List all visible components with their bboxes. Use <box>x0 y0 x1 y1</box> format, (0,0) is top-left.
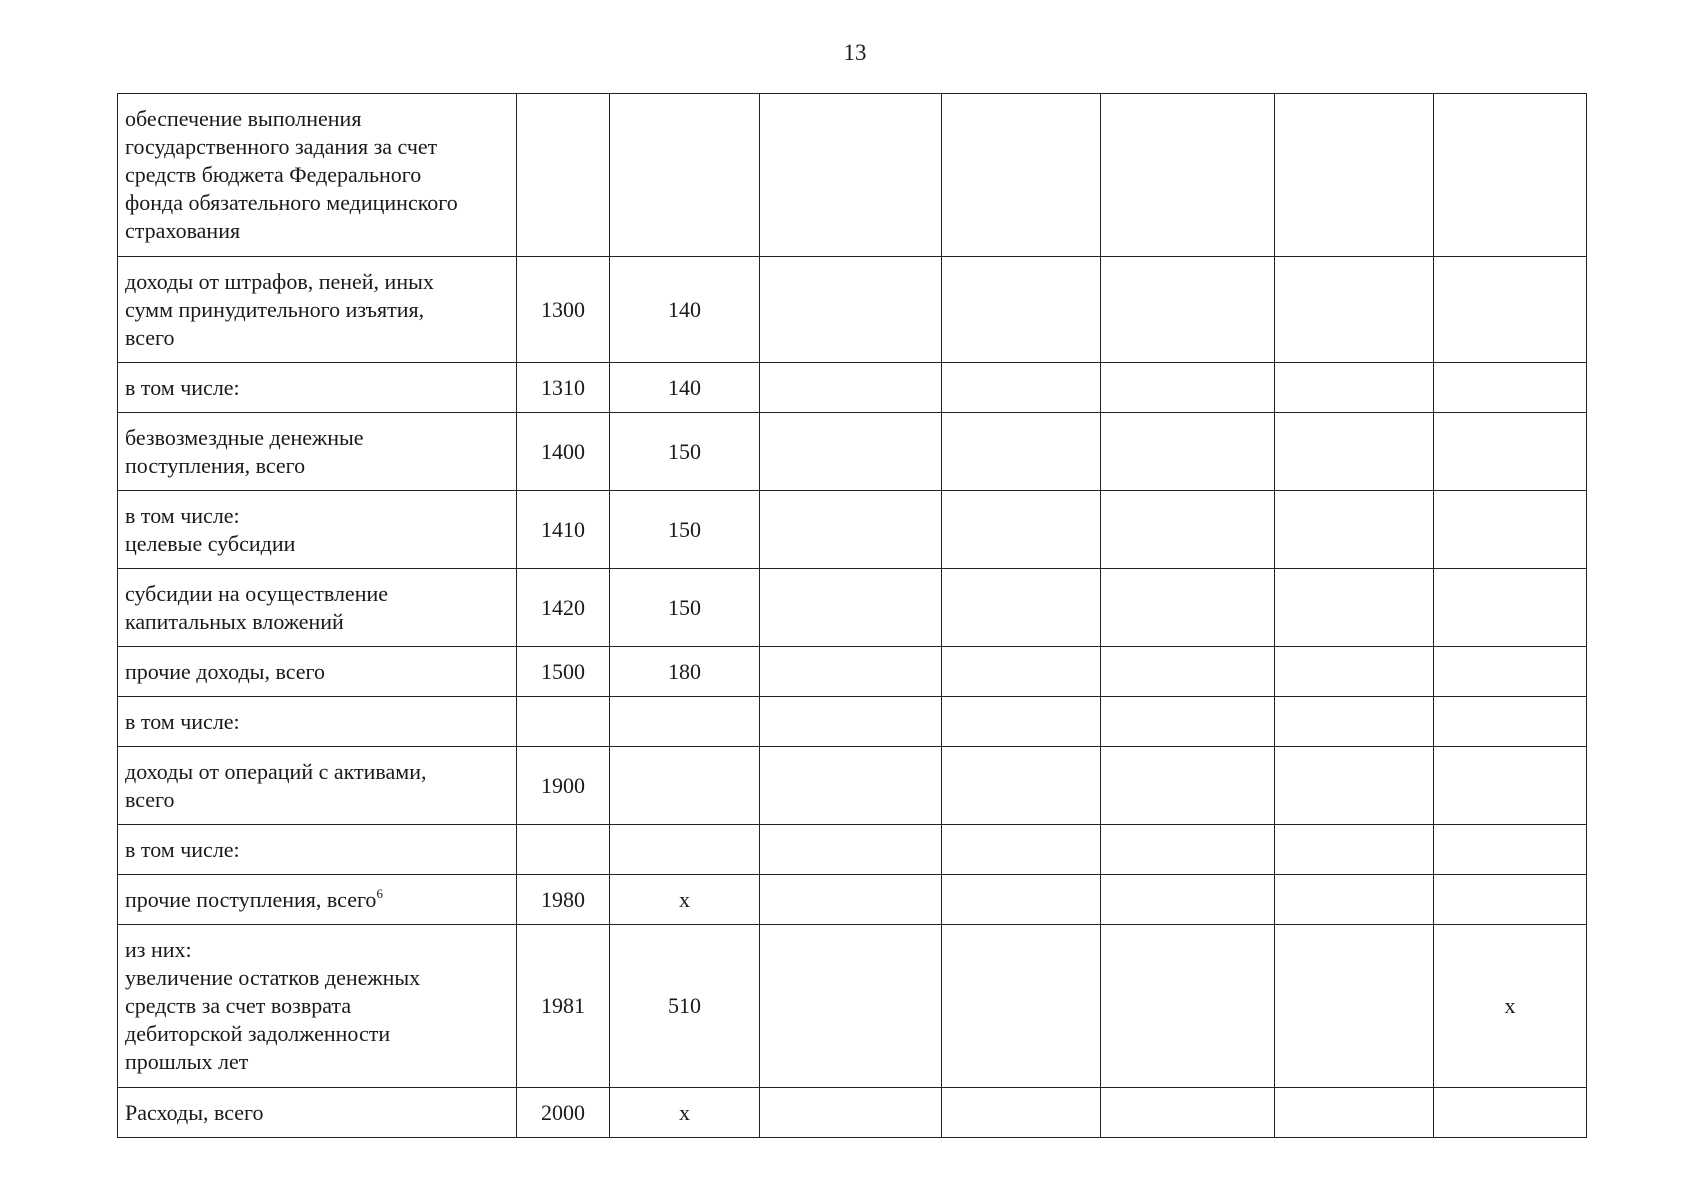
cell-c4 <box>760 697 942 747</box>
row-name-line: фонда обязательного медицинского <box>125 190 458 215</box>
cell-code: 1410 <box>517 491 610 569</box>
cell-c8 <box>1434 363 1587 413</box>
cell-c7 <box>1275 363 1434 413</box>
row-name-cell <box>118 363 517 413</box>
row-name-cell <box>118 94 517 257</box>
cell-c7 <box>1275 647 1434 697</box>
table-row <box>118 1088 1587 1138</box>
cell-c7 <box>1275 94 1434 257</box>
row-name-line: в том числе: <box>125 708 240 734</box>
cell-kbk <box>610 747 760 825</box>
row-name-line: из них: <box>125 937 192 962</box>
cell-c4 <box>760 363 942 413</box>
cell-c4 <box>760 413 942 491</box>
cell-c7 <box>1275 875 1434 925</box>
cell-c8 <box>1434 94 1587 257</box>
cell-kbk: 150 <box>610 569 760 647</box>
cell-code: 1310 <box>517 363 610 413</box>
table-row <box>118 569 1587 647</box>
row-name-line: средств за счет возврата <box>125 993 352 1018</box>
cell-c5 <box>942 363 1101 413</box>
row-name-line: доходы от штрафов, пеней, иных <box>125 268 434 294</box>
cell-c6 <box>1101 697 1275 747</box>
cell-kbk: 140 <box>610 257 760 363</box>
cell-c6 <box>1101 647 1275 697</box>
cell-c8 <box>1434 491 1587 569</box>
table-row <box>118 363 1587 413</box>
cell-c5 <box>942 875 1101 925</box>
cell-kbk: 140 <box>610 363 760 413</box>
cell-c4 <box>760 747 942 825</box>
row-name-cell <box>118 1088 517 1138</box>
table-row <box>118 825 1587 875</box>
cell-code: 1500 <box>517 647 610 697</box>
cell-kbk: 150 <box>610 413 760 491</box>
cell-c7 <box>1275 747 1434 825</box>
cell-c5 <box>942 257 1101 363</box>
row-name-line: субсидии на осуществление <box>125 580 389 606</box>
row-name-line: целевые субсидии <box>125 530 296 556</box>
cell-c8 <box>1434 825 1587 875</box>
row-name-line: капитальных вложений <box>125 608 344 634</box>
cell-c6 <box>1101 747 1275 825</box>
row-name-line: поступления, всего <box>125 452 306 478</box>
cell-code: 1900 <box>517 747 610 825</box>
page-number: 13 <box>843 40 867 65</box>
cell-kbk <box>610 697 760 747</box>
cell-c8 <box>1434 747 1587 825</box>
financial-table <box>117 93 1587 1138</box>
table-row <box>118 94 1587 257</box>
row-name-text: прочие поступления, всего <box>125 886 377 912</box>
table-row <box>118 257 1587 363</box>
cell-c5 <box>942 825 1101 875</box>
row-name-cell <box>118 569 517 647</box>
table-row <box>118 491 1587 569</box>
cell-c8 <box>1434 647 1587 697</box>
cell-code <box>517 94 610 257</box>
cell-kbk <box>610 825 760 875</box>
cell-code: 1400 <box>517 413 610 491</box>
row-name-line: безвозмездные денежные <box>125 424 364 450</box>
row-name-cell <box>118 697 517 747</box>
cell-c4 <box>760 925 942 1088</box>
cell-c5 <box>942 697 1101 747</box>
cell-kbk: х <box>610 875 760 925</box>
cell-c5 <box>942 647 1101 697</box>
cell-c7 <box>1275 569 1434 647</box>
cell-c7 <box>1275 491 1434 569</box>
cell-c5 <box>942 925 1101 1088</box>
cell-c6 <box>1101 491 1275 569</box>
cell-c5 <box>942 94 1101 257</box>
cell-c8: х <box>1434 925 1587 1088</box>
row-name-line: всего <box>125 324 175 350</box>
cell-code: 2000 <box>517 1088 610 1138</box>
row-name-line: страхования <box>125 218 241 243</box>
row-name-line: доходы от операций с активами, <box>125 758 427 784</box>
row-name-cell <box>118 825 517 875</box>
cell-kbk: х <box>610 1088 760 1138</box>
cell-c7 <box>1275 925 1434 1088</box>
cell-code <box>517 697 610 747</box>
cell-c6 <box>1101 569 1275 647</box>
cell-c4 <box>760 875 942 925</box>
cell-c4 <box>760 257 942 363</box>
cell-c4 <box>760 491 942 569</box>
cell-c8 <box>1434 875 1587 925</box>
row-name-line: прочие доходы, всего <box>125 658 325 684</box>
cell-c8 <box>1434 1088 1587 1138</box>
row-name-line: сумм принудительного изъятия, <box>125 296 425 322</box>
row-name-line: Расходы, всего <box>125 1099 264 1125</box>
row-name-line: обеспечение выполнения <box>125 106 362 131</box>
cell-c6 <box>1101 1088 1275 1138</box>
cell-c6 <box>1101 257 1275 363</box>
table-row <box>118 747 1587 825</box>
cell-kbk: 150 <box>610 491 760 569</box>
row-name-line: в том числе: <box>125 374 240 400</box>
cell-code: 1300 <box>517 257 610 363</box>
table-body <box>118 94 1587 1138</box>
cell-c4 <box>760 825 942 875</box>
cell-kbk <box>610 94 760 257</box>
cell-code: 1420 <box>517 569 610 647</box>
cell-c6 <box>1101 875 1275 925</box>
row-name-line: дебиторской задолженности <box>125 1021 391 1046</box>
cell-c8 <box>1434 569 1587 647</box>
table-row <box>118 647 1587 697</box>
row-name-line: средств бюджета Федерального <box>125 162 422 187</box>
row-name-cell <box>118 647 517 697</box>
cell-c4 <box>760 569 942 647</box>
cell-code: 1980 <box>517 875 610 925</box>
table-row <box>118 413 1587 491</box>
cell-c8 <box>1434 697 1587 747</box>
cell-c5 <box>942 747 1101 825</box>
cell-c7 <box>1275 697 1434 747</box>
cell-c7 <box>1275 1088 1434 1138</box>
row-name-cell <box>118 257 517 363</box>
row-name-line: в том числе: <box>125 502 240 528</box>
cell-code <box>517 825 610 875</box>
cell-c6 <box>1101 363 1275 413</box>
table-row <box>118 697 1587 747</box>
table-row <box>118 875 1587 925</box>
row-name-cell <box>118 925 517 1088</box>
cell-c6 <box>1101 825 1275 875</box>
cell-code: 1981 <box>517 925 610 1088</box>
cell-c4 <box>760 1088 942 1138</box>
table-row <box>118 925 1587 1088</box>
cell-c6 <box>1101 925 1275 1088</box>
row-name-line: всего <box>125 786 175 812</box>
row-name-line: увеличение остатков денежных <box>125 965 421 990</box>
cell-c5 <box>942 1088 1101 1138</box>
cell-c7 <box>1275 825 1434 875</box>
row-name-line: прошлых лет <box>125 1049 249 1074</box>
row-name-line: в том числе: <box>125 836 240 862</box>
row-name-cell <box>118 491 517 569</box>
cell-c8 <box>1434 257 1587 363</box>
cell-kbk: 180 <box>610 647 760 697</box>
row-name-cell <box>118 875 517 925</box>
cell-c8 <box>1434 413 1587 491</box>
cell-c7 <box>1275 413 1434 491</box>
row-name-line <box>125 886 509 914</box>
cell-c6 <box>1101 94 1275 257</box>
cell-c4 <box>760 94 942 257</box>
row-name-cell <box>118 413 517 491</box>
row-name-cell <box>118 747 517 825</box>
cell-c4 <box>760 647 942 697</box>
row-name-line: государственного задания за счет <box>125 134 438 159</box>
cell-c5 <box>942 491 1101 569</box>
cell-c6 <box>1101 413 1275 491</box>
cell-c5 <box>942 413 1101 491</box>
cell-kbk: 510 <box>610 925 760 1088</box>
cell-c7 <box>1275 257 1434 363</box>
footnote-mark: 6 <box>376 885 383 901</box>
cell-c5 <box>942 569 1101 647</box>
